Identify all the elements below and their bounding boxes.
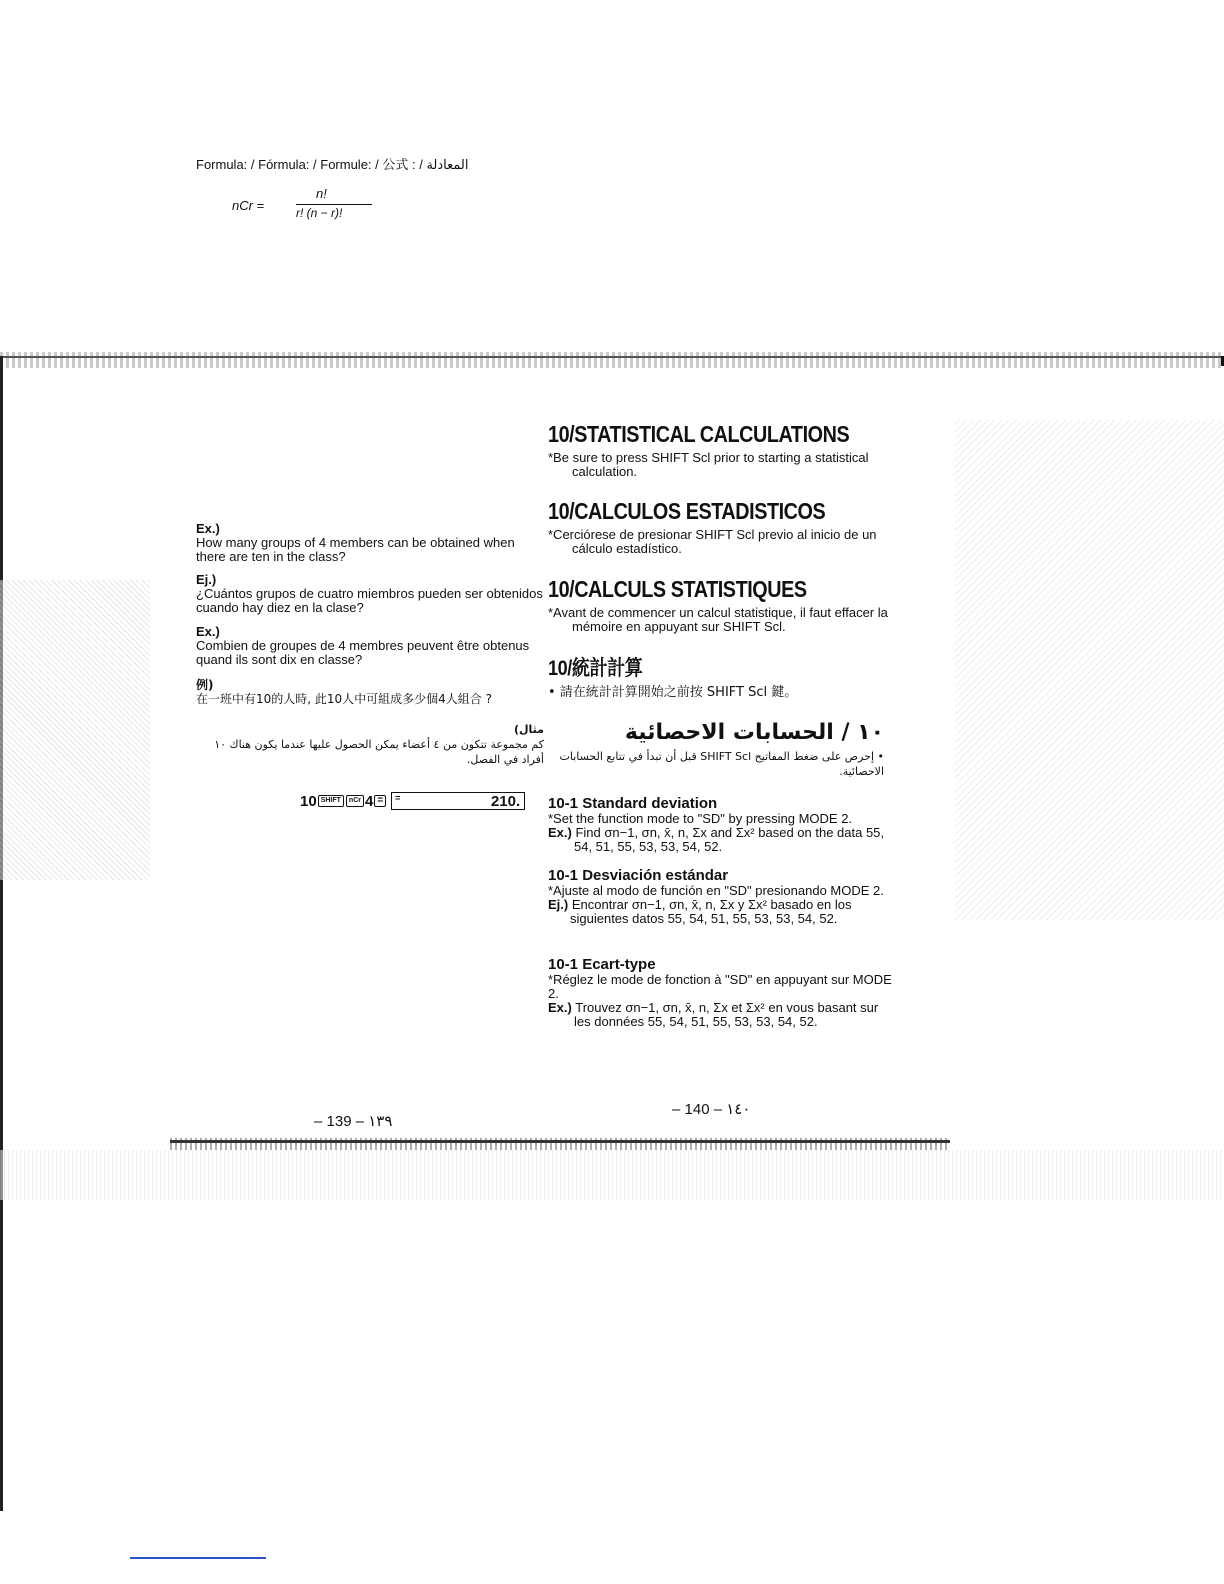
example-fr-text: Combien de groupes de 4 membres peuvent être obtenus quand ils sont dix en classe? xyxy=(196,638,530,667)
text-ar: • إحرص على ضغط المفاتيح SHIFT Scl قبل أن تبدأ في تتابع الحسابات الاحصائية. xyxy=(559,750,884,778)
example-zh xyxy=(196,678,544,706)
example-es xyxy=(196,573,544,615)
shift-key-icon: SHIFT xyxy=(318,795,344,807)
calculation-key-sequence xyxy=(300,792,525,810)
calculator-display xyxy=(391,792,525,810)
title-calculs-statistiques: 10/CALCULS STATISTIQUES xyxy=(548,576,807,602)
display-result: 210. xyxy=(490,793,521,810)
page-number-right: – 140 – ١٤٠ xyxy=(672,1101,751,1118)
equals-key-icon: = xyxy=(374,795,386,807)
example-ar xyxy=(196,722,544,767)
scan-left-edge xyxy=(0,356,3,1511)
sd-fr-example xyxy=(548,1001,894,1029)
example-fr-label: Ex.) xyxy=(196,624,220,639)
sd-fr-example-text: Trouvez σn−1, σn, x̄, n, Σx et Σx² en vous basant sur les données 55, 54, 51, 55, 53, 53, 54, 52. xyxy=(574,1000,879,1029)
section-sd-fr xyxy=(548,956,894,1029)
scan-noise-right xyxy=(955,420,1224,920)
example-en-label: Ex.) xyxy=(196,521,220,536)
example-en-text: How many groups of 4 members can be obtained when there are ten in the class? xyxy=(196,535,515,564)
page-number-left: – 139 – ١٣٩ xyxy=(314,1113,393,1130)
example-ar-text: كم مجموعة تتكون من ٤ أعضاء يمكن الحصول عليها عندما يكون هناك ١٠ أفراد في الفصل. xyxy=(214,738,544,766)
title-calculos-estadisticos: 10/CALCULOS ESTADISTICOS xyxy=(548,498,826,524)
calc-digits-10: 10 xyxy=(300,792,317,810)
text-en: *Be sure to press SHIFT Scl prior to starting a statistical calculation. xyxy=(548,450,869,479)
text-es: *Cerciórese de presionar SHIFT Scl previo al inicio de un cálculo estadístico. xyxy=(548,527,877,556)
sd-es-example-text: Encontrar σn−1, σn, x̄, n, Σx y Σx² basado en los siguientes datos 55, 54, 51, 55, 53, 53, 54, 52. xyxy=(570,897,852,926)
sd-en-example xyxy=(548,826,894,854)
title-zh: 10/統計計算 xyxy=(548,657,643,680)
example-zh-text: 在一班中有10的人時, 此10人中可組成多少個4人組合 ? xyxy=(196,692,492,706)
formula-numerator: n! xyxy=(316,186,327,201)
formula-lhs: nCr = xyxy=(232,198,265,213)
calc-digit-4: 4 xyxy=(364,792,374,810)
section-zh xyxy=(548,652,894,700)
display-indicator: = xyxy=(395,793,401,803)
section-en xyxy=(548,421,894,479)
subtitle-standard-deviation: 10-1 Standard deviation xyxy=(548,795,718,812)
example-ar-label: مثال) xyxy=(513,723,544,736)
subtitle-ecart-type: 10-1 Ecart-type xyxy=(548,956,656,973)
sd-en-text: *Set the function mode to "SD" by pressing MODE 2. xyxy=(548,811,853,826)
sd-en-example-text: Find σn−1, σn, x̄, n, Σx and Σx² based on the data 55, 54, 51, 55, 53, 53, 54, 52. xyxy=(574,825,885,854)
scan-noise-left xyxy=(0,580,150,880)
section-ar xyxy=(548,720,884,779)
example-en xyxy=(196,522,544,564)
title-ar: ١٠ / الحسابات الاحصائية xyxy=(624,720,884,745)
ncr-formula xyxy=(232,184,432,230)
example-zh-label: 例) xyxy=(196,678,214,692)
sd-es-example xyxy=(548,898,894,926)
formula-label: Formula: / Fórmula: / Formule: / 公式 : / المعادلة xyxy=(196,157,469,172)
scan-top-band xyxy=(0,352,1224,368)
sd-en-example-label: Ex.) xyxy=(548,825,572,840)
ncr-key-icon: nCr xyxy=(346,795,364,807)
subtitle-desviacion-estandar: 10-1 Desviación estándar xyxy=(548,867,729,884)
scan-noise-bottom xyxy=(0,1150,1224,1200)
sd-es-example-label: Ej.) xyxy=(548,897,569,912)
example-fr xyxy=(196,625,544,667)
blue-underline-mark xyxy=(130,1557,266,1559)
sd-fr-example-label: Ex.) xyxy=(548,1000,572,1015)
example-es-label: Ej.) xyxy=(196,572,217,587)
section-es xyxy=(548,498,894,556)
fraction-bar xyxy=(296,204,372,205)
example-es-text: ¿Cuántos grupos de cuatro miembros pueden ser obtenidos cuando hay diez en la clase? xyxy=(196,586,543,615)
sd-fr-text: *Réglez le mode de fonction à "SD" en appuyant sur MODE 2. xyxy=(548,972,892,1001)
section-fr xyxy=(548,576,894,634)
scan-bottom-line xyxy=(170,1140,950,1143)
scan-top-line xyxy=(0,356,1224,358)
formula-denominator: r! (n − r)! xyxy=(296,206,343,220)
section-sd-en xyxy=(548,795,894,854)
text-fr: *Avant de commencer un calcul statistique, il faut effacer la mémoire en appuyant sur SHIFT Scl. xyxy=(548,605,888,634)
text-zh: • 請在統計計算開始之前按 SHIFT Scl 鍵。 xyxy=(548,685,798,700)
section-sd-es xyxy=(548,867,894,926)
sd-es-text: *Ajuste al modo de función en "SD" presionando MODE 2. xyxy=(548,883,884,898)
title-statistical-calculations: 10/STATISTICAL CALCULATIONS xyxy=(548,421,850,447)
